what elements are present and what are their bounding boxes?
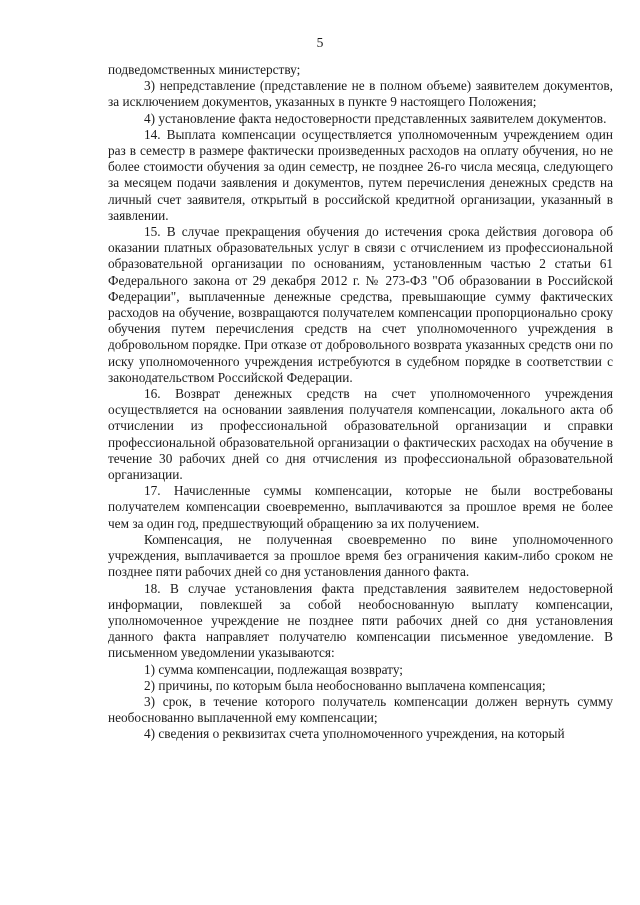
paragraph-clause-16: 16. Возврат денежных средств на счет уполномоченного учреждения осуществляется на основании заявления получателя компенсации, локального акта об отчислении из профессиональной образовательной организации и справки профессиональной образовательной организации о фактических расходах на обучение в течение 30 рабочих дней со дня отчисления из профессиональной образовательной организации.	[108, 386, 613, 483]
paragraph-clause-17-continued: Компенсация, не полученная своевременно по вине уполномоченного учреждения, выплачивается за прошлое время без ограничения каким-либо сроком не позднее пяти рабочих дней со дня установления данного факта.	[108, 531, 613, 580]
paragraph-clause-17: 17. Начисленные суммы компенсации, которые не были востребованы получателем компенсации своевременно, выплачиваются за прошлое время не более чем за один год, предшествующий обращению за их получением.	[108, 483, 613, 531]
paragraph-clause-18: 18. В случае установления факта представления заявителем недостоверной информации, повлекшей за собой необоснованную выплату компенсации, уполномоченное учреждение не позднее пяти рабочих дней со дня установления данного факта направляет получателю компенсации письменное уведомление. В письменном уведомлении указываются:	[108, 580, 613, 661]
document-body	[108, 62, 613, 743]
paragraph-clause-15: 15. В случае прекращения обучения до истечения срока действия договора об оказании платных образовательных услуг в связи с отчислением из профессиональной образовательной организации по основаниям, установленным частью 2 статьи 61 Федерального закона от 29 декабря 2012 г. № 273-ФЗ "Об образовании в Российской Федерации", выплаченные денежные средства, превышающие сумму фактических расходов на обучение, возвращаются получателем компенсации пропорционально сроку обучения путем перечисления средств на счет уполномоченного учреждения в добровольном порядке. При отказе от добровольного возврата указанных средств они по иску уполномоченного учреждения истребуются в судебном порядке в соответствии с законодательством Российской Федерации.	[108, 224, 613, 385]
paragraph-clause-18-item-1: 1) сумма компенсации, подлежащая возврату;	[144, 661, 403, 677]
paragraph-item-3: 3) непредставление (представление не в полном объеме) заявителем документов, за исключением документов, указанных в пункте 9 настоящего Положения;	[108, 78, 613, 110]
paragraph-item-4: 4) установление факта недостоверности представленных заявителем документов.	[144, 110, 607, 126]
page-number: 5	[316, 35, 324, 50]
paragraph-continuation: подведомственных министерству;	[108, 62, 301, 77]
paragraph-clause-18-item-2: 2) причины, по которым была необоснованно выплачена компенсация;	[144, 677, 546, 693]
paragraph-clause-14: 14. Выплата компенсации осуществляется уполномоченным учреждением один раз в семестр в размере фактически произведенных расходов на оплату обучения, но не более стоимости обучения за один семестр, не позднее 26-го числа месяца, следующего за месяцем подачи заявления и документов, путем перечисления денежных средств на личный счет заявителя, открытый в российской кредитной организации, указанный в заявлении.	[108, 126, 613, 223]
paragraph-clause-18-item-3: 3) срок, в течение которого получатель компенсации должен вернуть сумму необоснованно выплаченной ему компенсации;	[108, 693, 613, 726]
paragraph-clause-18-item-4: 4) сведения о реквизитах счета уполномоченного учреждения, на который	[144, 726, 565, 742]
